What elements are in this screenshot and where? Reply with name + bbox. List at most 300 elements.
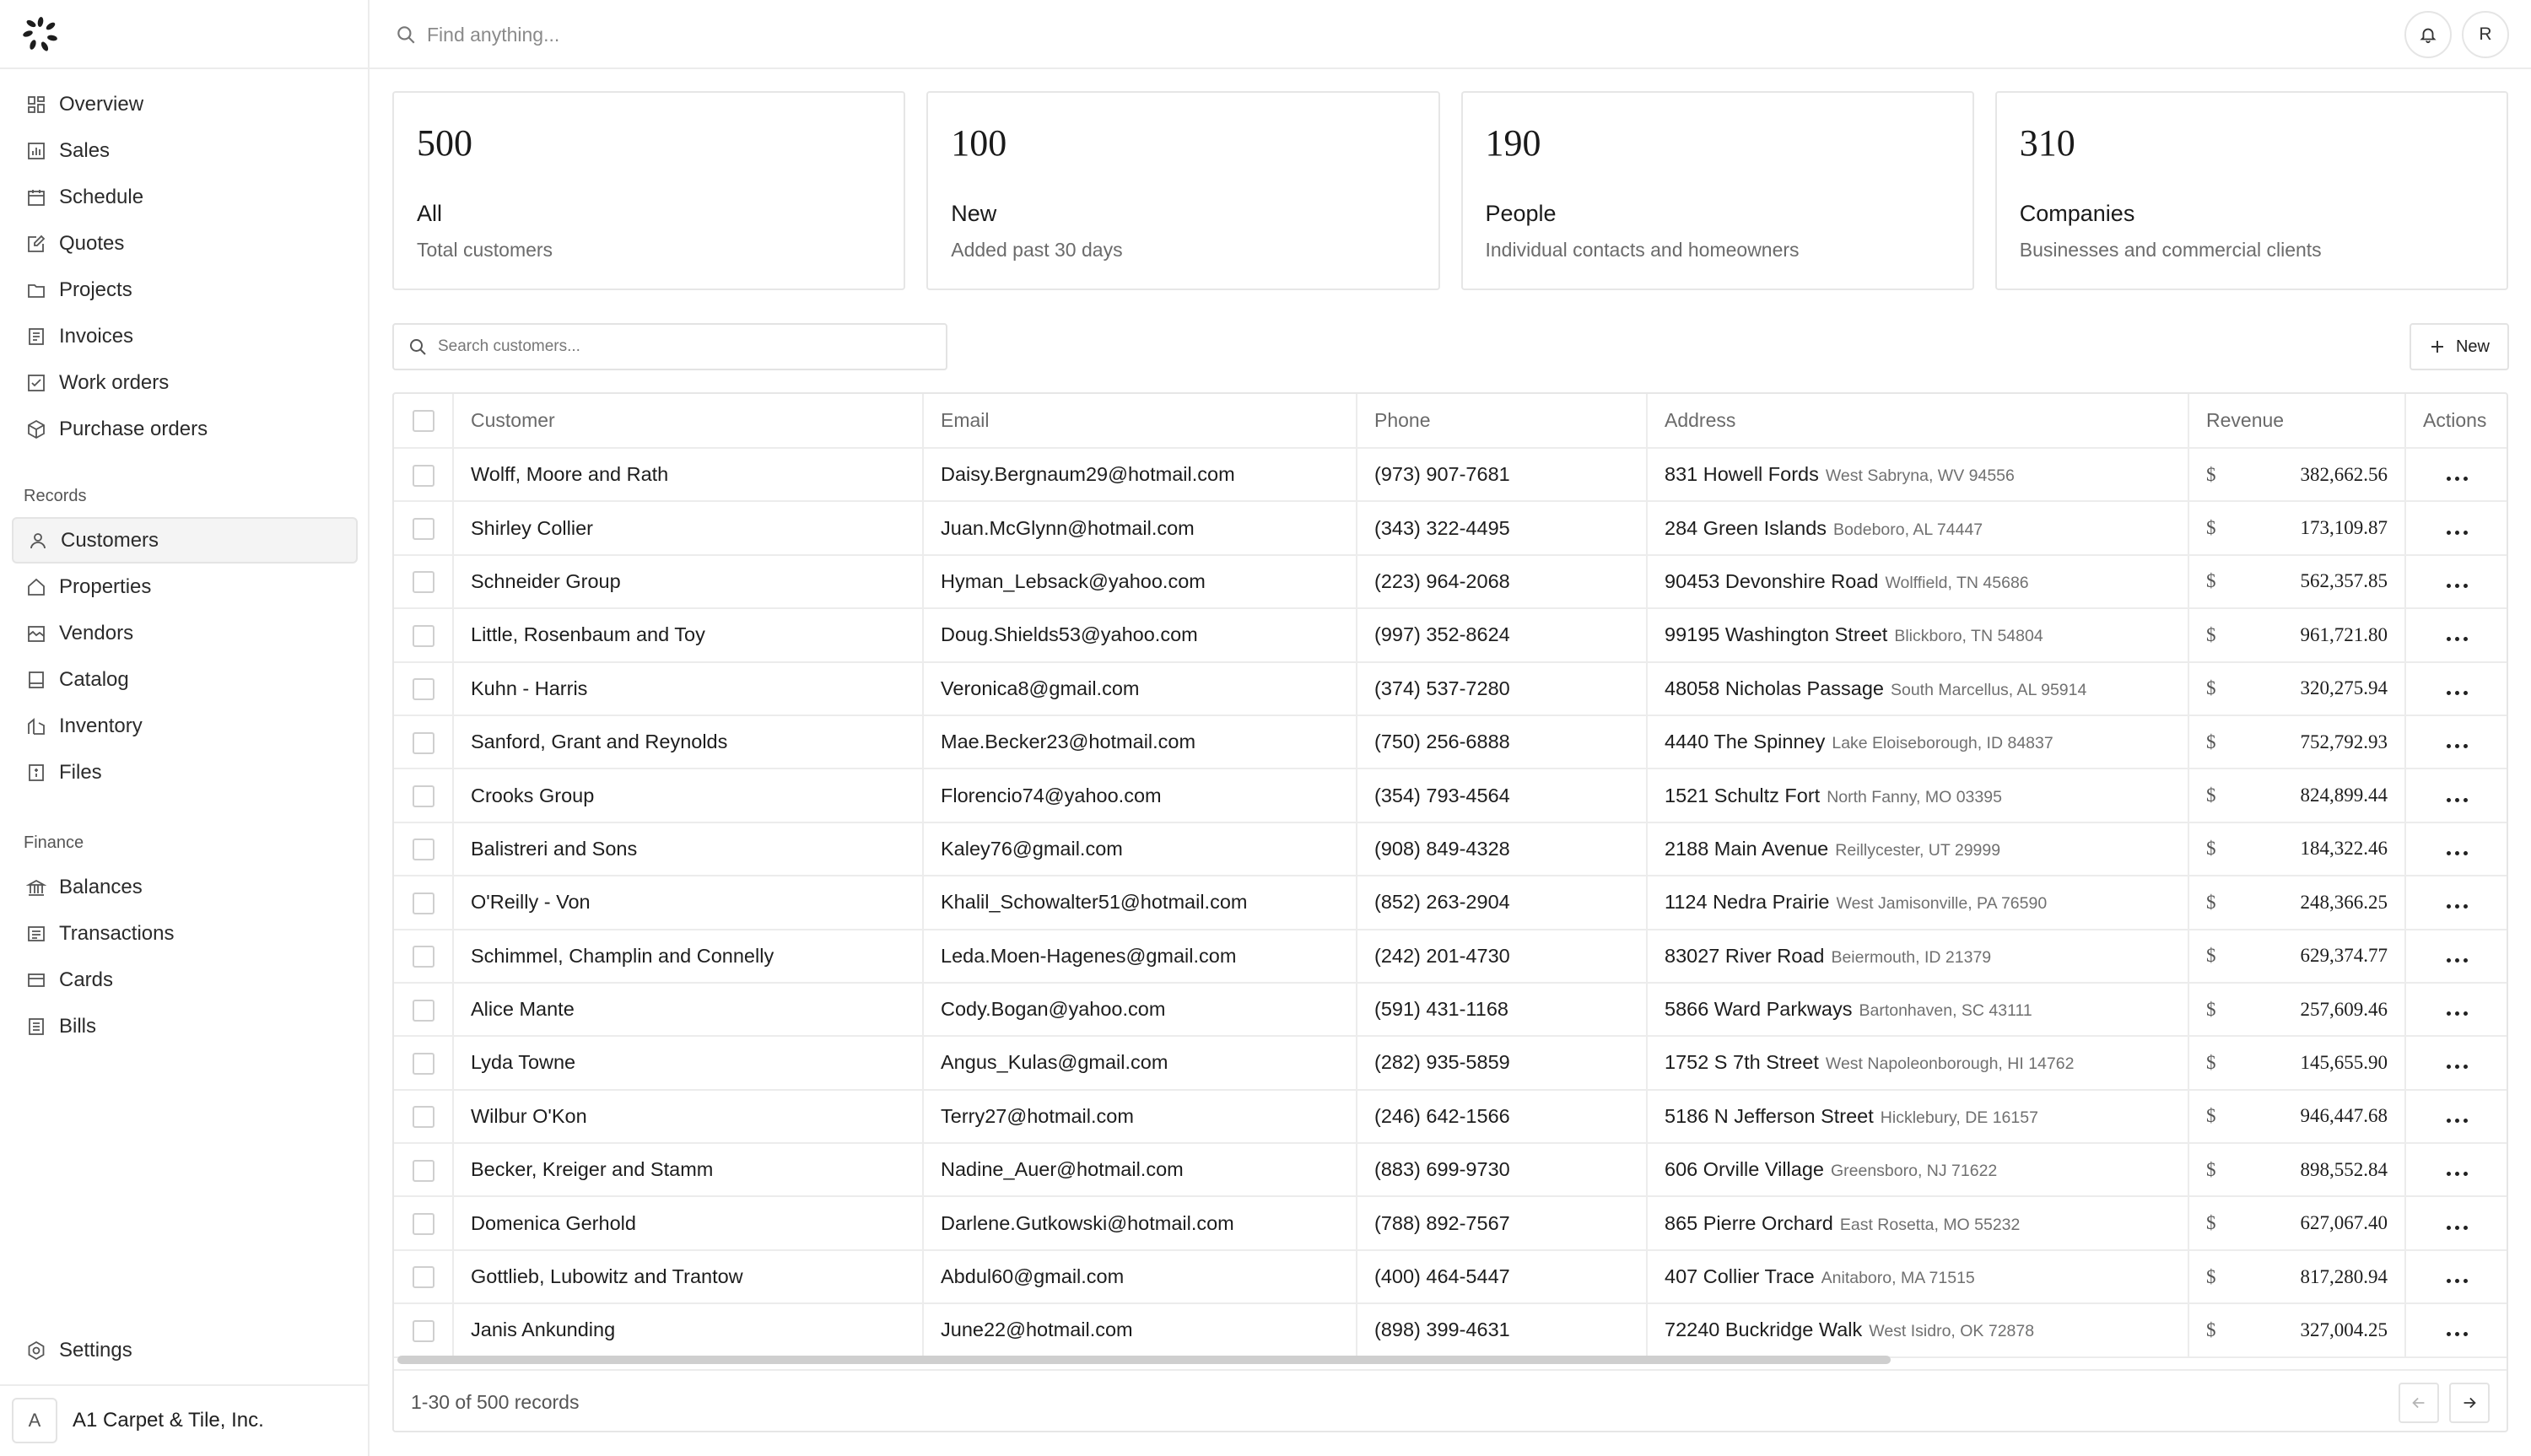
revenue-amount: 627,067.40 xyxy=(2300,1212,2388,1234)
row-actions-cell xyxy=(2405,715,2508,768)
customer-address xyxy=(1647,768,2188,822)
more-actions-icon[interactable] xyxy=(2447,1065,2468,1069)
stat-card-new[interactable] xyxy=(926,91,1439,290)
more-actions-icon[interactable] xyxy=(2447,744,2468,748)
customer-revenue xyxy=(2188,1303,2405,1356)
row-select-cell xyxy=(394,1036,453,1089)
nav-item-label: Vendors xyxy=(59,621,134,644)
settings-nav xyxy=(12,1327,358,1373)
nav-item-invoices[interactable] xyxy=(12,313,358,359)
more-actions-icon[interactable] xyxy=(2447,798,2468,802)
more-actions-icon[interactable] xyxy=(2447,851,2468,855)
customer-phone: (400) 464-5447 xyxy=(1357,1250,1647,1303)
table-row[interactable] xyxy=(394,1036,2508,1089)
address-street: 1124 Nedra Prairie xyxy=(1665,891,1830,914)
currency-symbol: $ xyxy=(2206,1051,2216,1073)
more-actions-icon[interactable] xyxy=(2447,477,2468,481)
main-nav xyxy=(12,81,358,452)
nav-item-sales[interactable] xyxy=(12,127,358,174)
customer-revenue xyxy=(2188,876,2405,929)
new-customer-button[interactable] xyxy=(2410,323,2509,370)
search-icon xyxy=(395,24,417,46)
currency-symbol: $ xyxy=(2206,731,2216,752)
nav-item-quotes[interactable] xyxy=(12,220,358,267)
select-all-checkbox[interactable] xyxy=(413,410,434,432)
table-row[interactable] xyxy=(394,930,2508,983)
more-actions-icon[interactable] xyxy=(2447,531,2468,535)
customer-name[interactable]: Schneider Group xyxy=(453,555,923,608)
warehouse-icon xyxy=(25,715,47,737)
row-checkbox[interactable] xyxy=(413,946,434,968)
customer-revenue xyxy=(2188,768,2405,822)
calendar-icon xyxy=(25,186,47,208)
org-avatar: A xyxy=(12,1398,57,1443)
row-checkbox[interactable] xyxy=(413,1320,434,1342)
customer-search xyxy=(392,323,947,370)
row-checkbox[interactable] xyxy=(413,465,434,487)
search-icon xyxy=(407,337,428,357)
row-actions-cell xyxy=(2405,448,2508,501)
row-actions-cell xyxy=(2405,1250,2508,1303)
row-actions-cell xyxy=(2405,930,2508,983)
edit-document-icon xyxy=(25,233,47,255)
nav-item-label: Properties xyxy=(59,574,152,598)
row-actions-cell xyxy=(2405,876,2508,929)
table-row[interactable] xyxy=(394,608,2508,661)
nav-item-transactions[interactable] xyxy=(12,910,358,957)
arrow-left-icon xyxy=(2410,1394,2428,1412)
customer-revenue xyxy=(2188,501,2405,554)
address-street: 72240 Buckridge Walk xyxy=(1665,1318,1863,1341)
row-actions-cell xyxy=(2405,983,2508,1036)
row-select-cell xyxy=(394,768,453,822)
customer-revenue xyxy=(2188,1036,2405,1089)
customer-revenue xyxy=(2188,1143,2405,1196)
row-actions-cell xyxy=(2405,608,2508,661)
nav-item-label: Cards xyxy=(59,968,114,991)
row-checkbox[interactable] xyxy=(413,839,434,860)
address-city: Hicklebury, DE 16157 xyxy=(1880,1108,2038,1127)
address-street: 83027 River Road xyxy=(1665,944,1825,967)
nav-item-projects[interactable] xyxy=(12,267,358,313)
customer-revenue xyxy=(2188,983,2405,1036)
address-street: 5866 Ward Parkways xyxy=(1665,998,1853,1021)
stat-description: Added past 30 days xyxy=(951,239,1123,261)
records-count: 1-30 of 500 records xyxy=(411,1391,580,1413)
address-city: South Marcellus, AL 95914 xyxy=(1890,680,2087,699)
customer-phone: (374) 537-7280 xyxy=(1357,662,1647,715)
stat-description: Individual contacts and homeowners xyxy=(1485,239,1800,261)
row-checkbox[interactable] xyxy=(413,518,434,540)
nav-item-label: Quotes xyxy=(59,231,125,255)
currency-symbol: $ xyxy=(2206,1105,2216,1127)
row-checkbox[interactable] xyxy=(413,892,434,914)
customer-name[interactable]: Schimmel, Champlin and Connelly xyxy=(453,930,923,983)
address-city: Lake Eloiseborough, ID 84837 xyxy=(1832,734,2053,753)
nav-item-label: Schedule xyxy=(59,185,144,208)
row-select-cell xyxy=(394,448,453,501)
nav-item-label: Inventory xyxy=(59,714,143,737)
store-icon xyxy=(25,623,47,644)
column-header-revenue[interactable]: Revenue xyxy=(2188,394,2405,448)
nav-item-overview[interactable] xyxy=(12,81,358,127)
more-actions-icon[interactable] xyxy=(2447,958,2468,963)
revenue-amount: 145,655.90 xyxy=(2300,1051,2388,1073)
nav-item-label: Projects xyxy=(59,278,132,301)
card-icon xyxy=(25,969,47,991)
table-row[interactable] xyxy=(394,822,2508,876)
row-actions-cell xyxy=(2405,555,2508,608)
customer-address xyxy=(1647,1196,2188,1249)
customer-email: Nadine_Auer@hotmail.com xyxy=(923,1143,1357,1196)
package-icon xyxy=(25,418,47,440)
customer-name[interactable]: Becker, Kreiger and Stamm xyxy=(453,1143,923,1196)
revenue-amount: 184,322.46 xyxy=(2300,838,2388,860)
stats-cards xyxy=(392,91,2508,290)
column-header-email[interactable]: Email xyxy=(923,394,1357,448)
customer-phone: (354) 793-4564 xyxy=(1357,768,1647,822)
customer-name[interactable]: Shirley Collier xyxy=(453,501,923,554)
revenue-amount: 257,609.46 xyxy=(2300,998,2388,1020)
nav-item-customers[interactable] xyxy=(12,517,358,564)
records-nav xyxy=(12,479,358,795)
nav-item-label: Files xyxy=(59,760,102,784)
customer-revenue xyxy=(2188,1090,2405,1143)
table-row[interactable] xyxy=(394,662,2508,715)
address-city: West Napoleonborough, HI 14762 xyxy=(1825,1054,2075,1074)
row-actions-cell xyxy=(2405,822,2508,876)
customer-phone: (997) 352-8624 xyxy=(1357,608,1647,661)
stat-card-people[interactable] xyxy=(1461,91,1974,290)
stat-label: People xyxy=(1485,201,1557,226)
nav-item-label: Sales xyxy=(59,138,111,162)
row-select-cell xyxy=(394,715,453,768)
customer-name[interactable]: Janis Ankunding xyxy=(453,1303,923,1356)
table-row[interactable] xyxy=(394,983,2508,1036)
address-city: Anitaboro, MA 71515 xyxy=(1821,1269,1975,1288)
table-row[interactable] xyxy=(394,1303,2508,1356)
revenue-amount: 320,275.94 xyxy=(2300,677,2388,699)
customer-address xyxy=(1647,1090,2188,1143)
gear-icon xyxy=(25,1340,47,1362)
customer-phone: (223) 964-2068 xyxy=(1357,555,1647,608)
top-bar xyxy=(370,0,2531,69)
address-city: North Fanny, MO 03395 xyxy=(1827,787,2002,806)
customer-email: Doug.Shields53@yahoo.com xyxy=(923,608,1357,661)
stat-value: 100 xyxy=(951,122,1007,164)
row-checkbox[interactable] xyxy=(413,571,434,593)
address-street: 1521 Schultz Fort xyxy=(1665,784,1821,806)
customer-name[interactable]: Wolff, Moore and Rath xyxy=(453,448,923,501)
customer-name[interactable]: Kuhn - Harris xyxy=(453,662,923,715)
plus-icon xyxy=(2429,338,2446,355)
customer-address xyxy=(1647,822,2188,876)
stat-card-companies[interactable] xyxy=(1995,91,2508,290)
nav-item-properties[interactable] xyxy=(12,564,358,610)
column-header-customer[interactable]: Customer xyxy=(453,394,923,448)
more-actions-icon[interactable] xyxy=(2447,584,2468,588)
table-row[interactable] xyxy=(394,555,2508,608)
bar-chart-icon xyxy=(25,140,47,162)
customer-revenue xyxy=(2188,555,2405,608)
next-page-button[interactable] xyxy=(2449,1383,2490,1423)
user-icon xyxy=(27,530,49,552)
row-checkbox[interactable] xyxy=(413,1213,434,1235)
stat-value: 310 xyxy=(2019,122,2075,164)
file-icon xyxy=(25,762,47,784)
nav-item-cards[interactable] xyxy=(12,957,358,1003)
row-select-cell xyxy=(394,983,453,1036)
more-actions-icon[interactable] xyxy=(2447,1172,2468,1176)
row-actions-cell xyxy=(2405,1196,2508,1249)
customer-address xyxy=(1647,983,2188,1036)
row-actions-cell xyxy=(2405,1143,2508,1196)
currency-symbol: $ xyxy=(2206,463,2216,485)
nav-item-label: Settings xyxy=(59,1338,132,1362)
logo-icon[interactable] xyxy=(22,15,59,52)
revenue-amount: 629,374.77 xyxy=(2300,945,2388,967)
customer-phone: (343) 322-4495 xyxy=(1357,501,1647,554)
nav-item-vendors[interactable] xyxy=(12,610,358,656)
row-select-cell xyxy=(394,1303,453,1356)
customer-email: Abdul60@gmail.com xyxy=(923,1250,1357,1303)
more-actions-icon[interactable] xyxy=(2447,904,2468,909)
new-button-label: New xyxy=(2455,337,2490,356)
customer-phone: (852) 263-2904 xyxy=(1357,876,1647,929)
customer-email: Florencio74@yahoo.com xyxy=(923,768,1357,822)
global-search-input[interactable] xyxy=(427,24,933,46)
row-select-cell xyxy=(394,555,453,608)
more-actions-icon[interactable] xyxy=(2447,1226,2468,1230)
nav-item-label: Transactions xyxy=(59,921,175,945)
table-footer xyxy=(394,1369,2507,1432)
customer-phone: (973) 907-7681 xyxy=(1357,448,1647,501)
currency-symbol: $ xyxy=(2206,677,2216,699)
customer-name[interactable]: Domenica Gerhold xyxy=(453,1196,923,1249)
row-checkbox[interactable] xyxy=(413,785,434,807)
org-switcher[interactable] xyxy=(12,1397,264,1444)
nav-item-balances[interactable] xyxy=(12,864,358,910)
customer-email: June22@hotmail.com xyxy=(923,1303,1357,1356)
nav-item-schedule[interactable] xyxy=(12,174,358,220)
row-checkbox[interactable] xyxy=(413,1266,434,1288)
customer-phone: (908) 849-4328 xyxy=(1357,822,1647,876)
table-row[interactable] xyxy=(394,1250,2508,1303)
customer-name[interactable]: Balistreri and Sons xyxy=(453,822,923,876)
customer-address xyxy=(1647,1303,2188,1356)
org-name: A1 Carpet & Tile, Inc. xyxy=(73,1409,264,1432)
address-street: 2188 Main Avenue xyxy=(1665,837,1829,860)
checkbox-icon xyxy=(25,372,47,394)
revenue-amount: 248,366.25 xyxy=(2300,891,2388,913)
nav-item-label: Overview xyxy=(59,92,144,116)
currency-symbol: $ xyxy=(2206,998,2216,1020)
revenue-amount: 562,357.85 xyxy=(2300,570,2388,592)
customer-name[interactable]: Little, Rosenbaum and Toy xyxy=(453,608,923,661)
address-street: 1752 S 7th Street xyxy=(1665,1051,1819,1074)
address-street: 4440 The Spinney xyxy=(1665,731,1826,753)
stat-label: Companies xyxy=(2019,201,2135,226)
customer-name[interactable]: Alice Mante xyxy=(453,983,923,1036)
customer-revenue xyxy=(2188,662,2405,715)
customer-name[interactable]: Lyda Towne xyxy=(453,1036,923,1089)
customer-revenue xyxy=(2188,448,2405,501)
stat-value: 190 xyxy=(1485,122,1541,164)
customer-search-input[interactable] xyxy=(438,337,927,356)
currency-symbol: $ xyxy=(2206,1212,2216,1234)
revenue-amount: 824,899.44 xyxy=(2300,785,2388,806)
column-header-phone[interactable]: Phone xyxy=(1357,394,1647,448)
revenue-amount: 382,662.56 xyxy=(2300,463,2388,485)
currency-symbol: $ xyxy=(2206,785,2216,806)
stat-description: Businesses and commercial clients xyxy=(2019,239,2322,261)
currency-symbol: $ xyxy=(2206,517,2216,539)
customer-email: Khalil_Schowalter51@hotmail.com xyxy=(923,876,1357,929)
address-city: Bartonhaven, SC 43111 xyxy=(1859,1001,2032,1021)
stat-card-all[interactable] xyxy=(392,91,905,290)
table xyxy=(394,394,2508,1358)
column-header-address[interactable]: Address xyxy=(1647,394,2188,448)
dashboard-icon xyxy=(25,94,47,116)
row-checkbox[interactable] xyxy=(413,732,434,754)
table-row[interactable] xyxy=(394,1196,2508,1249)
customer-email: Angus_Kulas@gmail.com xyxy=(923,1036,1357,1089)
customer-name[interactable]: Crooks Group xyxy=(453,768,923,822)
currency-symbol: $ xyxy=(2206,1265,2216,1287)
revenue-amount: 898,552.84 xyxy=(2300,1158,2388,1180)
previous-page-button[interactable] xyxy=(2399,1383,2439,1423)
nav-item-label: Work orders xyxy=(59,370,170,394)
customer-email: Daisy.Bergnaum29@hotmail.com xyxy=(923,448,1357,501)
row-select-cell xyxy=(394,501,453,554)
row-select-cell xyxy=(394,608,453,661)
currency-symbol: $ xyxy=(2206,570,2216,592)
address-city: Wolffield, TN 45686 xyxy=(1885,573,2029,592)
customer-email: Terry27@hotmail.com xyxy=(923,1090,1357,1143)
customer-name[interactable]: Gottlieb, Lubowitz and Trantow xyxy=(453,1250,923,1303)
row-checkbox[interactable] xyxy=(413,1106,434,1128)
more-actions-icon[interactable] xyxy=(2447,1332,2468,1336)
row-select-cell xyxy=(394,930,453,983)
address-city: West Jamisonville, PA 76590 xyxy=(1836,894,2048,914)
nav-item-catalog[interactable] xyxy=(12,656,358,703)
notifications-button[interactable] xyxy=(2404,11,2452,58)
customer-email: Hyman_Lebsack@yahoo.com xyxy=(923,555,1357,608)
customer-email: Juan.McGlynn@hotmail.com xyxy=(923,501,1357,554)
customer-email: Leda.Moen-Hagenes@gmail.com xyxy=(923,930,1357,983)
table-row[interactable] xyxy=(394,501,2508,554)
more-actions-icon[interactable] xyxy=(2447,1279,2468,1283)
address-city: Bodeboro, AL 74447 xyxy=(1833,520,1983,539)
row-checkbox[interactable] xyxy=(413,625,434,647)
revenue-amount: 752,792.93 xyxy=(2300,731,2388,752)
table-row[interactable] xyxy=(394,876,2508,929)
customer-phone: (282) 935-5859 xyxy=(1357,1036,1647,1089)
more-actions-icon[interactable] xyxy=(2447,691,2468,695)
customer-phone: (750) 256-6888 xyxy=(1357,715,1647,768)
table-row[interactable] xyxy=(394,1090,2508,1143)
address-street: 831 Howell Fords xyxy=(1665,463,1819,486)
home-icon xyxy=(25,576,47,598)
customer-address xyxy=(1647,876,2188,929)
arrow-right-icon xyxy=(2460,1394,2479,1412)
stat-value: 500 xyxy=(417,122,472,164)
row-actions-cell xyxy=(2405,501,2508,554)
row-checkbox[interactable] xyxy=(413,1000,434,1022)
horizontal-scrollbar[interactable] xyxy=(397,1356,1891,1364)
more-actions-icon[interactable] xyxy=(2447,637,2468,641)
revenue-amount: 946,447.68 xyxy=(2300,1105,2388,1127)
address-street: 284 Green Islands xyxy=(1665,516,1827,539)
currency-symbol: $ xyxy=(2206,838,2216,860)
revenue-amount: 961,721.80 xyxy=(2300,623,2388,645)
address-city: West Sabryna, WV 94556 xyxy=(1825,466,2015,486)
address-street: 407 Collier Trace xyxy=(1665,1265,1815,1288)
row-actions-cell xyxy=(2405,1303,2508,1356)
customer-name[interactable]: Sanford, Grant and Reynolds xyxy=(453,715,923,768)
table-row[interactable] xyxy=(394,715,2508,768)
nav-item-purchase-orders[interactable] xyxy=(12,406,358,452)
stat-description: Total customers xyxy=(417,239,553,261)
divider xyxy=(0,1384,370,1386)
row-checkbox[interactable] xyxy=(413,1053,434,1075)
nav-item-settings[interactable] xyxy=(12,1327,358,1373)
row-checkbox[interactable] xyxy=(413,1160,434,1182)
customer-revenue xyxy=(2188,1196,2405,1249)
nav-item-inventory[interactable] xyxy=(12,703,358,749)
bill-icon xyxy=(25,1016,47,1038)
customer-address xyxy=(1647,501,2188,554)
nav-item-label: Customers xyxy=(61,528,159,552)
table-row[interactable] xyxy=(394,448,2508,501)
customer-email: Darlene.Gutkowski@hotmail.com xyxy=(923,1196,1357,1249)
address-city: East Rosetta, MO 55232 xyxy=(1839,1215,2021,1234)
nav-item-files[interactable] xyxy=(12,749,358,795)
bell-icon xyxy=(2419,25,2437,44)
customer-name[interactable]: Wilbur O'Kon xyxy=(453,1090,923,1143)
customer-name[interactable]: O'Reilly - Von xyxy=(453,876,923,929)
revenue-amount: 327,004.25 xyxy=(2300,1318,2388,1340)
address-street: 99195 Washington Street xyxy=(1665,623,1888,646)
customer-address xyxy=(1647,930,2188,983)
table-row[interactable] xyxy=(394,768,2508,822)
book-icon xyxy=(25,669,47,691)
customer-revenue xyxy=(2188,822,2405,876)
more-actions-icon[interactable] xyxy=(2447,1011,2468,1016)
row-actions-cell xyxy=(2405,1090,2508,1143)
customer-address xyxy=(1647,555,2188,608)
address-city: Beiermouth, ID 21379 xyxy=(1831,947,1992,967)
revenue-amount: 817,280.94 xyxy=(2300,1265,2388,1287)
nav-item-bills[interactable] xyxy=(12,1003,358,1049)
address-street: 90453 Devonshire Road xyxy=(1665,569,1879,592)
nav-item-label: Balances xyxy=(59,875,143,898)
row-select-cell xyxy=(394,876,453,929)
more-actions-icon[interactable] xyxy=(2447,1119,2468,1123)
customer-revenue xyxy=(2188,930,2405,983)
table-row[interactable] xyxy=(394,1143,2508,1196)
currency-symbol: $ xyxy=(2206,945,2216,967)
transactions-icon xyxy=(25,923,47,945)
customer-email: Mae.Becker23@hotmail.com xyxy=(923,715,1357,768)
nav-item-work-orders[interactable] xyxy=(12,359,358,406)
address-city: Blickboro, TN 54804 xyxy=(1894,627,2043,646)
select-all-cell xyxy=(394,394,453,448)
user-avatar-button[interactable]: R xyxy=(2462,11,2509,58)
customer-phone: (788) 892-7567 xyxy=(1357,1196,1647,1249)
currency-symbol: $ xyxy=(2206,1158,2216,1180)
row-checkbox[interactable] xyxy=(413,678,434,700)
